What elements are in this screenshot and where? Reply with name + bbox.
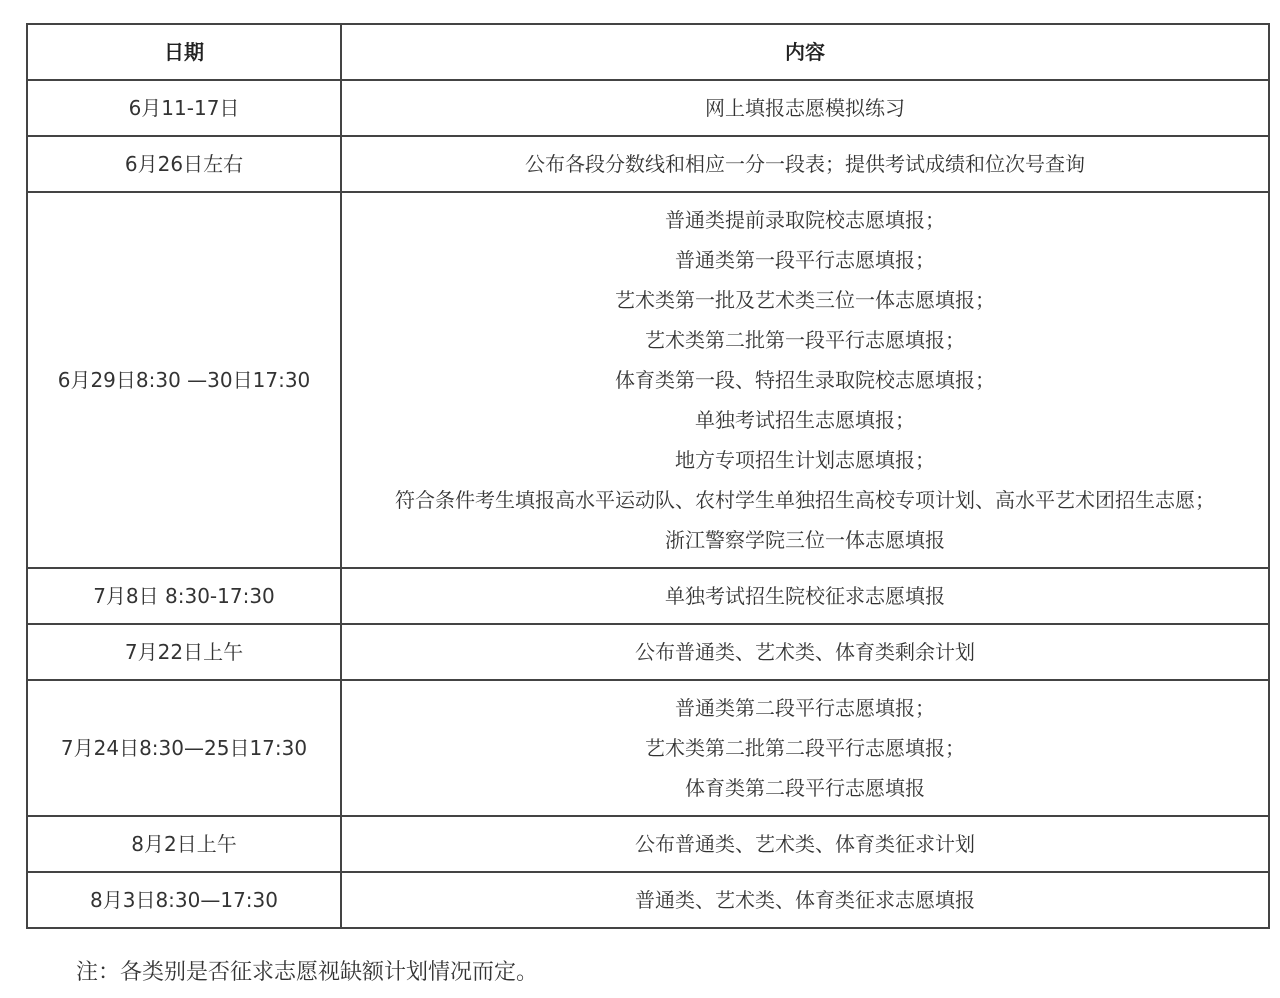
date-cell: 7月22日上午 [27,624,341,680]
content-cell [341,80,1269,136]
table-row [27,680,1269,816]
content-line: 地方专项招生计划志愿填报； [675,448,935,472]
content-line: 艺术类第二批第一段平行志愿填报； [645,328,965,352]
content-line: 艺术类第二批第二段平行志愿填报； [645,736,965,760]
table-row [27,816,1269,872]
content-line: 单独考试招生院校征求志愿填报 [665,584,945,608]
content-line: 普通类提前录取院校志愿填报； [665,208,945,232]
content-line: 普通类、艺术类、体育类征求志愿填报 [635,888,975,912]
content-cell [341,192,1269,568]
table-row [27,872,1269,928]
table-row [27,136,1269,192]
date-cell: 7月8日 8:30-17:30 [27,568,341,624]
content-cell [341,568,1269,624]
table-row [27,624,1269,680]
footnote: 注：各类别是否征求志愿视缺额计划情况而定。 [76,960,539,985]
table-body [27,80,1269,928]
content-line: 公布普通类、艺术类、体育类征求计划 [635,832,975,856]
date-cell: 6月11-17日 [27,80,341,136]
content-line: 普通类第二段平行志愿填报； [675,696,935,720]
content-cell [341,816,1269,872]
table-row [27,192,1269,568]
table-header-row [27,24,1269,80]
content-line: 单独考试招生志愿填报； [695,408,915,432]
content-line: 普通类第一段平行志愿填报； [675,248,935,272]
date-cell: 8月2日上午 [27,816,341,872]
admission-schedule-table [26,23,1270,929]
content-cell [341,872,1269,928]
content-cell [341,624,1269,680]
content-line: 体育类第二段平行志愿填报 [685,776,925,800]
content-line: 艺术类第一批及艺术类三位一体志愿填报； [615,288,995,312]
date-cell: 6月29日8:30 —30日17:30 [27,192,341,568]
content-line: 网上填报志愿模拟练习 [705,96,905,120]
table-row [27,568,1269,624]
date-cell: 7月24日8:30—25日17:30 [27,680,341,816]
content-column-header: 内容 [341,24,1269,80]
date-column-header: 日期 [27,24,341,80]
content-line: 公布各段分数线和相应一分一段表；提供考试成绩和位次号查询 [525,152,1085,176]
content-cell [341,680,1269,816]
date-cell: 8月3日8:30—17:30 [27,872,341,928]
date-cell: 6月26日左右 [27,136,341,192]
content-line: 符合条件考生填报高水平运动队、农村学生单独招生高校专项计划、高水平艺术团招生志愿； [395,488,1215,512]
content-line: 浙江警察学院三位一体志愿填报 [665,528,945,552]
content-line: 公布普通类、艺术类、体育类剩余计划 [635,640,975,664]
table-row [27,80,1269,136]
content-cell [341,136,1269,192]
content-line: 体育类第一段、特招生录取院校志愿填报； [615,368,995,392]
